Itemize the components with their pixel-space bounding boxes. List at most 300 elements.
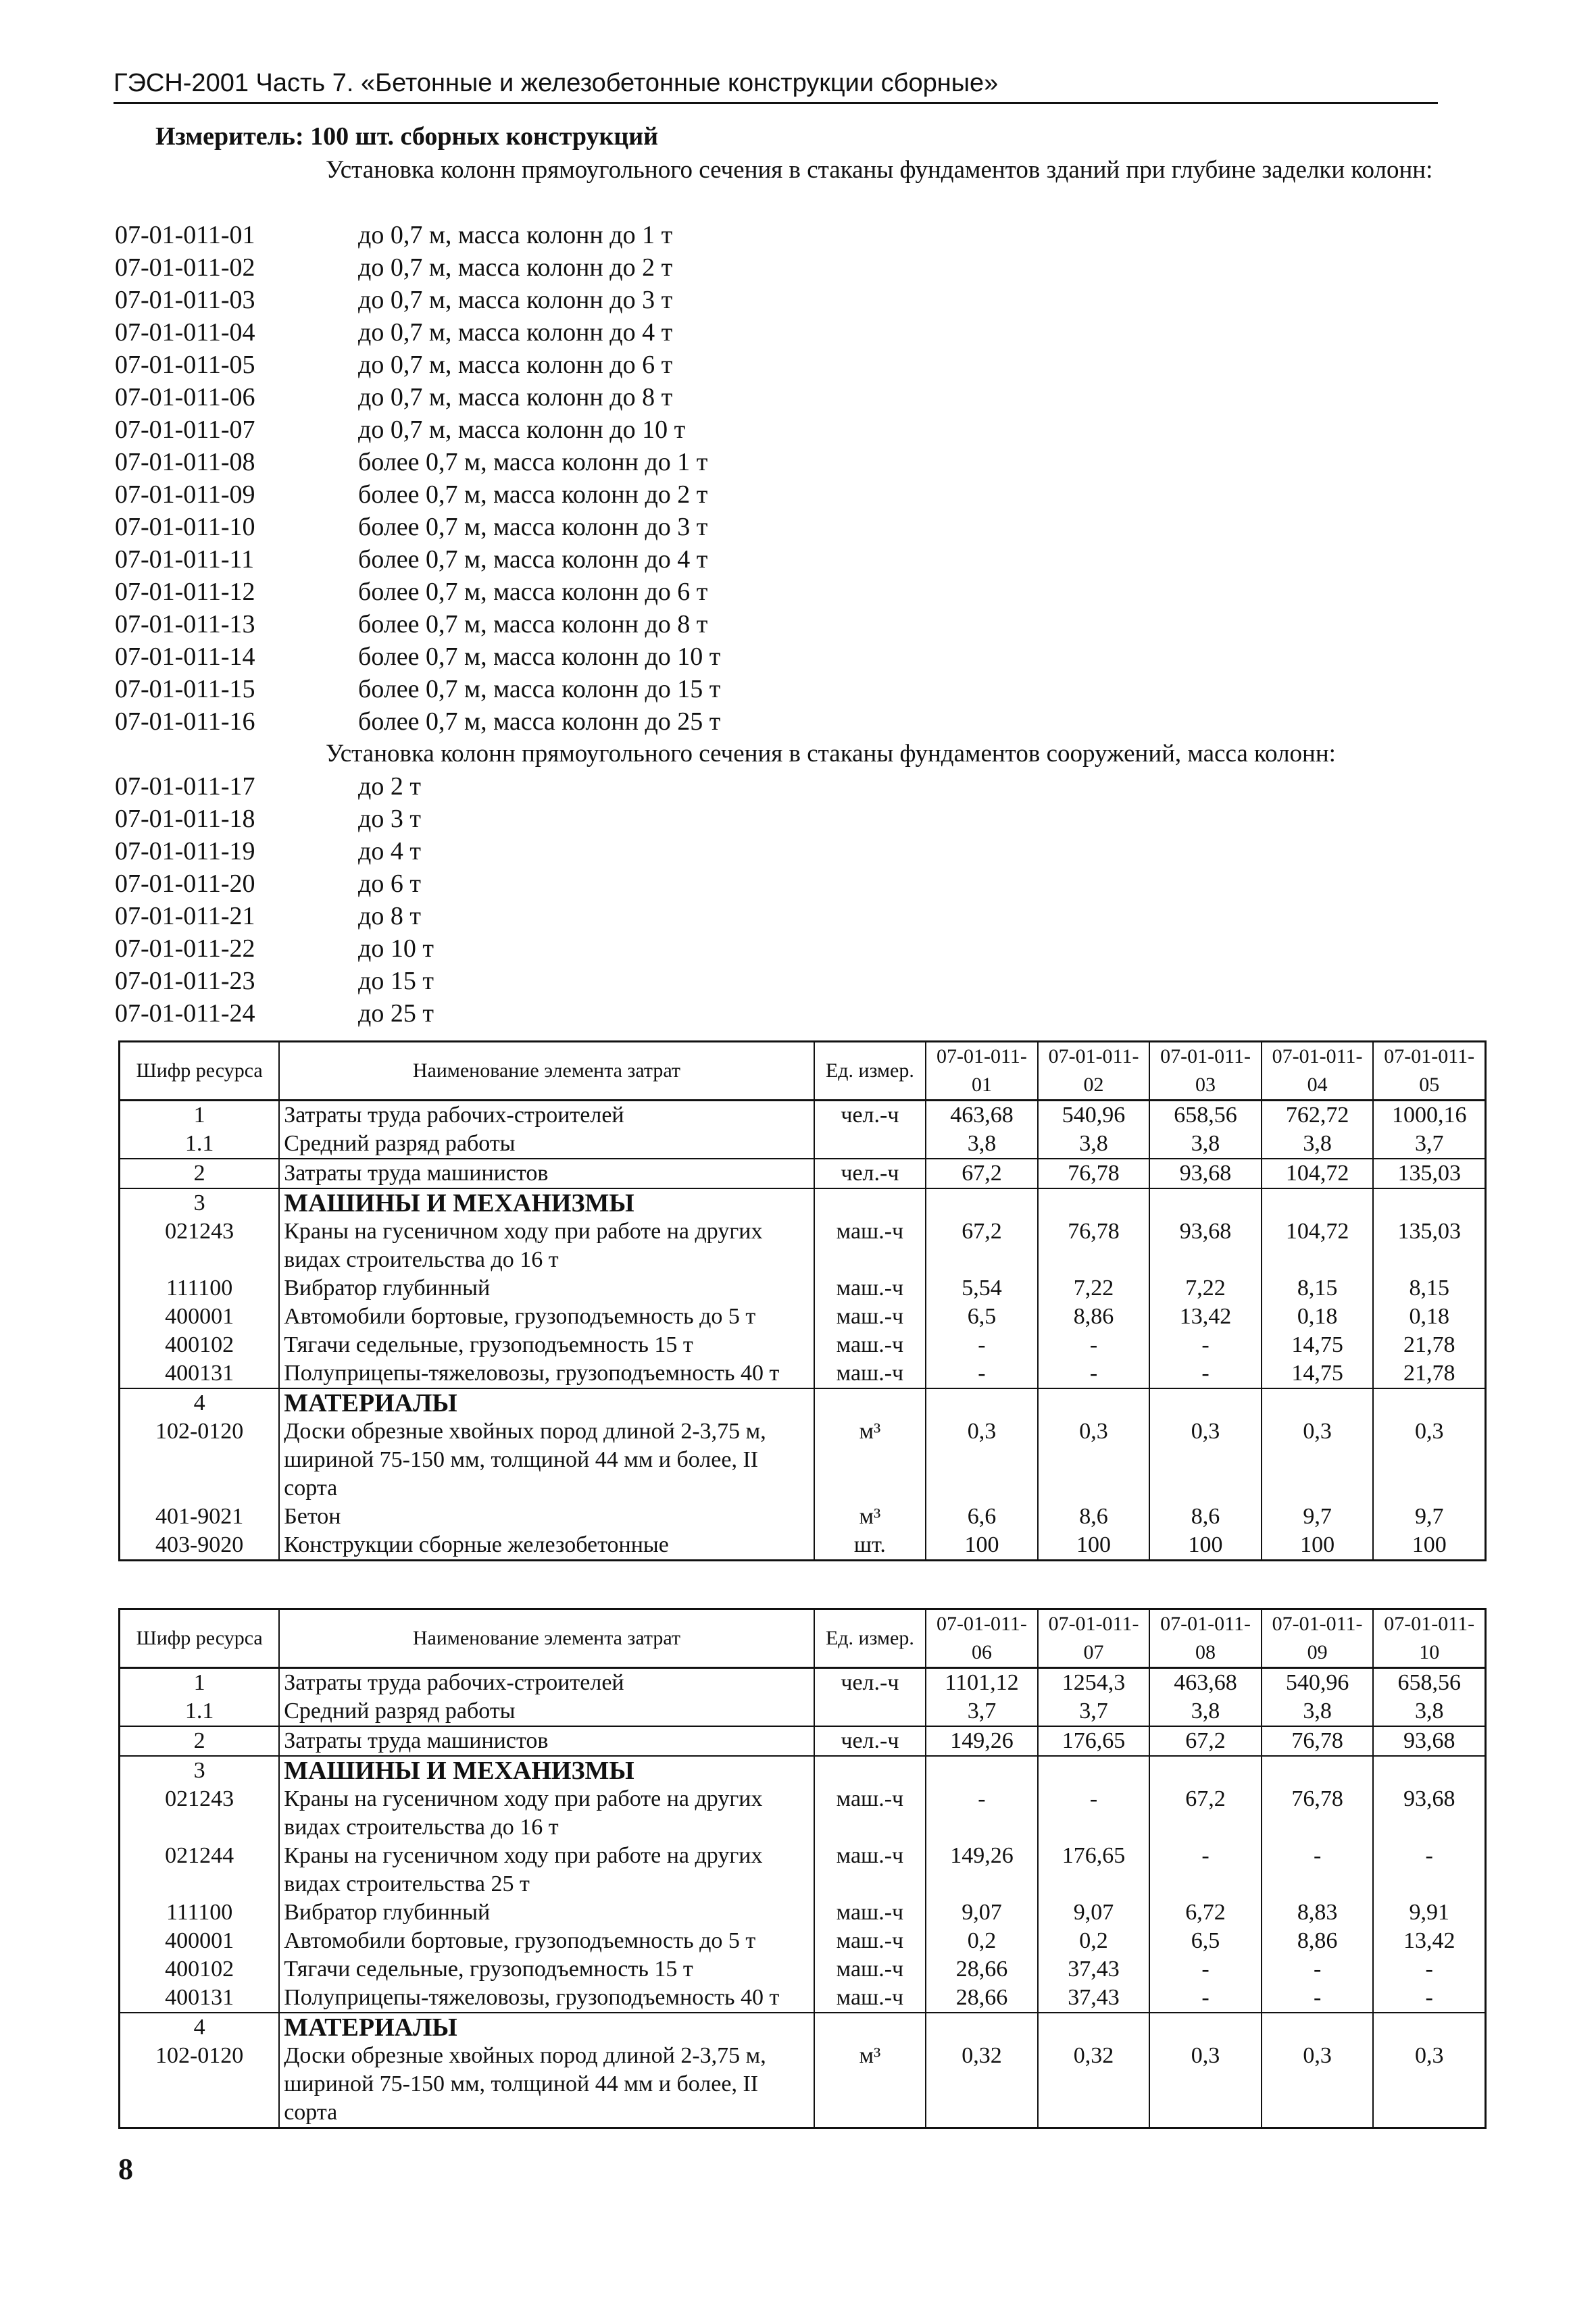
cell-value: - [1149, 1955, 1262, 1984]
item-code: 07-01-011-09 [115, 480, 255, 509]
cell-value [926, 1756, 1038, 1785]
cell-name: Тягачи седельные, грузоподъемность 15 т [279, 1955, 814, 1984]
list-item [115, 835, 434, 867]
group2-list [115, 770, 434, 1030]
cell-code: 400131 [120, 1359, 280, 1388]
cell-name: Затраты труда машинистов [279, 1726, 814, 1756]
item-code: 07-01-011-02 [115, 253, 255, 282]
list-item [115, 413, 720, 446]
cell-value: 37,43 [1038, 1984, 1150, 2013]
item-desc: до 6 т [358, 870, 421, 898]
header-column-code: 07-01-011-01 [926, 1042, 1038, 1101]
cell-value: 76,78 [1262, 1726, 1374, 1756]
table-row [120, 1898, 1486, 1927]
item-code: 07-01-011-03 [115, 286, 255, 314]
cell-unit: маш.-ч [814, 1274, 926, 1303]
cell-value: - [1373, 1955, 1485, 1984]
cell-value: 76,78 [1038, 1159, 1150, 1188]
cell-value: 9,7 [1262, 1503, 1374, 1531]
table-row [120, 1531, 1486, 1561]
cell-value [926, 2013, 1038, 2042]
cell-value: 93,68 [1373, 1785, 1485, 1842]
cell-value: 149,26 [926, 1842, 1038, 1898]
cell-value: 176,65 [1038, 1842, 1150, 1898]
cell-value [926, 1188, 1038, 1217]
cell-value: 93,68 [1149, 1159, 1262, 1188]
table-row [120, 1303, 1486, 1331]
cell-value: 149,26 [926, 1726, 1038, 1756]
cell-name: Автомобили бортовые, грузоподъемность до 5 т [279, 1927, 814, 1955]
cell-unit: маш.-ч [814, 1303, 926, 1331]
cell-value: 8,15 [1262, 1274, 1374, 1303]
cell-name: Вибратор глубинный [279, 1274, 814, 1303]
cell-value [1262, 2013, 1374, 2042]
table-row [120, 1101, 1486, 1130]
list-item [115, 640, 720, 673]
cell-unit: маш.-ч [814, 1927, 926, 1955]
cell-value: 9,91 [1373, 1898, 1485, 1927]
cell-value: - [1149, 1331, 1262, 1359]
table-row [120, 1217, 1486, 1274]
cell-value: 8,6 [1149, 1503, 1262, 1531]
cell-value: 0,3 [1149, 2042, 1262, 2128]
cell-value: 3,8 [1149, 1130, 1262, 1159]
cell-value: 3,7 [1373, 1130, 1485, 1159]
item-code: 07-01-011-12 [115, 578, 255, 606]
item-desc: более 0,7 м, масса колонн до 3 т [358, 513, 708, 541]
cell-value: 3,7 [926, 1697, 1038, 1726]
cell-value: 0,3 [926, 1417, 1038, 1503]
cell-value: 0,3 [1373, 1417, 1485, 1503]
item-desc: до 0,7 м, масса колонн до 6 т [358, 351, 673, 379]
header-unit: Ед. измер. [814, 1042, 926, 1101]
cell-value [1038, 1756, 1150, 1785]
cell-value [1373, 2013, 1485, 2042]
cell-value: 104,72 [1262, 1217, 1374, 1274]
cell-value: - [926, 1331, 1038, 1359]
cell-value: 100 [1038, 1531, 1150, 1561]
header-unit: Ед. измер. [814, 1609, 926, 1668]
cell-name: Затраты труда рабочих-строителей [279, 1668, 814, 1698]
table-row [120, 2042, 1486, 2128]
item-code: 07-01-011-23 [115, 967, 255, 995]
cell-value [1373, 1756, 1485, 1785]
cell-code: 400131 [120, 1984, 280, 2013]
list-item [115, 251, 720, 284]
cell-code: 021243 [120, 1217, 280, 1274]
cell-value: 0,32 [926, 2042, 1038, 2128]
cell-value: 540,96 [1038, 1101, 1150, 1130]
item-desc: до 0,7 м, масса колонн до 10 т [358, 416, 686, 444]
cell-value [1149, 1756, 1262, 1785]
item-desc: более 0,7 м, масса колонн до 1 т [358, 448, 708, 476]
item-code: 07-01-011-07 [115, 416, 255, 444]
cell-code: 1.1 [120, 1697, 280, 1726]
item-desc: до 4 т [358, 837, 421, 865]
header-column-code: 07-01-011-09 [1262, 1609, 1374, 1668]
header-column-code: 07-01-011-07 [1038, 1609, 1150, 1668]
item-code: 07-01-011-05 [115, 351, 255, 379]
cell-value: - [1149, 1842, 1262, 1898]
cell-value: 7,22 [1038, 1274, 1150, 1303]
cell-code: 111100 [120, 1898, 280, 1927]
cell-code: 400001 [120, 1303, 280, 1331]
item-desc: до 10 т [358, 934, 434, 963]
cell-value: 6,5 [926, 1303, 1038, 1331]
cell-name: Краны на гусеничном ходу при работе на других видах строительства 25 т [279, 1842, 814, 1898]
cell-name: Доски обрезные хвойных пород длиной 2-3,75 м, шириной 75-150 мм, толщиной 44 мм и более, II сорта [279, 2042, 814, 2128]
cell-value: 9,7 [1373, 1503, 1485, 1531]
cell-value: 6,6 [926, 1503, 1038, 1531]
table-row [120, 1274, 1486, 1303]
cell-unit: маш.-ч [814, 1898, 926, 1927]
item-desc: до 3 т [358, 805, 421, 833]
list-item [115, 997, 434, 1030]
cell-value: - [1149, 1359, 1262, 1388]
cell-value: 67,2 [1149, 1726, 1262, 1756]
cell-value: 67,2 [926, 1217, 1038, 1274]
item-desc: до 8 т [358, 902, 421, 930]
list-item [115, 316, 720, 349]
header-name: Наименование элемента затрат [279, 1609, 814, 1668]
table-row [120, 1130, 1486, 1159]
cell-code: 4 [120, 2013, 280, 2042]
cell-code: 1.1 [120, 1130, 280, 1159]
cell-name: Конструкции сборные железобетонные [279, 1531, 814, 1561]
cell-value: 9,07 [926, 1898, 1038, 1927]
list-item [115, 867, 434, 900]
item-desc: до 15 т [358, 967, 434, 995]
item-desc: более 0,7 м, масса колонн до 4 т [358, 545, 708, 574]
cell-unit: чел.-ч [814, 1668, 926, 1698]
cell-code: 401-9021 [120, 1503, 280, 1531]
cell-value: 9,07 [1038, 1898, 1150, 1927]
cell-unit [814, 1756, 926, 1785]
cell-code: 400102 [120, 1331, 280, 1359]
header-column-code: 07-01-011-02 [1038, 1042, 1150, 1101]
cell-value [1373, 1388, 1485, 1417]
cell-value: 100 [1373, 1531, 1485, 1561]
item-desc: до 0,7 м, масса колонн до 8 т [358, 383, 673, 411]
cell-code: 1 [120, 1668, 280, 1698]
cell-unit: маш.-ч [814, 1955, 926, 1984]
header-column-code: 07-01-011-08 [1149, 1609, 1262, 1668]
cell-value: 0,3 [1038, 1417, 1150, 1503]
list-item [115, 284, 720, 316]
item-desc: до 0,7 м, масса колонн до 3 т [358, 286, 673, 314]
header-column-code: 07-01-011-10 [1373, 1609, 1485, 1668]
cell-unit: шт. [814, 1531, 926, 1561]
table-row [120, 1785, 1486, 1842]
cell-value: 1254,3 [1038, 1668, 1150, 1698]
header-name: Наименование элемента затрат [279, 1042, 814, 1101]
cell-value [1262, 1188, 1374, 1217]
list-item [115, 478, 720, 511]
cell-name: Доски обрезные хвойных пород длиной 2-3,75 м, шириной 75-150 мм, толщиной 44 мм и более, II сорта [279, 1417, 814, 1503]
cell-value: 28,66 [926, 1984, 1038, 2013]
list-item [115, 349, 720, 381]
table-row [120, 1359, 1486, 1388]
cell-value: 76,78 [1038, 1217, 1150, 1274]
header-code: Шифр ресурса [120, 1042, 280, 1101]
cell-value: 0,3 [1149, 1417, 1262, 1503]
cell-value: 3,8 [1262, 1130, 1374, 1159]
item-desc: более 0,7 м, масса колонн до 6 т [358, 578, 708, 606]
cell-name: Вибратор глубинный [279, 1898, 814, 1927]
cell-value: 13,42 [1149, 1303, 1262, 1331]
cell-unit: маш.-ч [814, 1785, 926, 1842]
list-item [115, 608, 720, 640]
cell-unit: маш.-ч [814, 1984, 926, 2013]
cell-value: 1000,16 [1373, 1101, 1485, 1130]
cell-name: МАШИНЫ И МЕХАНИЗМЫ [279, 1188, 814, 1217]
item-code: 07-01-011-08 [115, 448, 255, 476]
cell-code: 021244 [120, 1842, 280, 1898]
page-header: ГЭСН-2001 Часть 7. «Бетонные и железобетонные конструкции сборные» [114, 69, 1438, 104]
cell-value: 3,8 [1373, 1697, 1485, 1726]
cell-name: Средний разряд работы [279, 1697, 814, 1726]
cell-value: 3,8 [926, 1130, 1038, 1159]
cell-value: 8,83 [1262, 1898, 1374, 1927]
item-code: 07-01-011-13 [115, 610, 255, 638]
cell-value: - [1149, 1984, 1262, 2013]
item-desc: более 0,7 м, масса колонн до 10 т [358, 643, 721, 671]
cell-value: 3,8 [1038, 1130, 1150, 1159]
page-number: 8 [118, 2153, 133, 2186]
table-row [120, 1331, 1486, 1359]
cell-name: МАШИНЫ И МЕХАНИЗМЫ [279, 1756, 814, 1785]
header-column-code: 07-01-011-05 [1373, 1042, 1485, 1101]
item-code: 07-01-011-06 [115, 383, 255, 411]
cell-unit: маш.-ч [814, 1217, 926, 1274]
resource-table-2 [118, 1608, 1487, 2129]
cell-value: - [926, 1359, 1038, 1388]
cell-value: 8,6 [1038, 1503, 1150, 1531]
cell-value: 658,56 [1149, 1101, 1262, 1130]
cell-name: Краны на гусеничном ходу при работе на других видах строительства до 16 т [279, 1217, 814, 1274]
item-code: 07-01-011-10 [115, 513, 255, 541]
header-code: Шифр ресурса [120, 1609, 280, 1668]
list-item [115, 803, 434, 835]
cell-unit: чел.-ч [814, 1101, 926, 1130]
cell-name: Тягачи седельные, грузоподъемность 15 т [279, 1331, 814, 1359]
cell-unit: маш.-ч [814, 1359, 926, 1388]
item-desc: до 0,7 м, масса колонн до 4 т [358, 318, 673, 347]
cell-unit: маш.-ч [814, 1331, 926, 1359]
cell-value: 21,78 [1373, 1359, 1485, 1388]
list-item [115, 219, 720, 251]
cell-value: 658,56 [1373, 1668, 1485, 1698]
cell-value [1038, 1188, 1150, 1217]
cell-code: 111100 [120, 1274, 280, 1303]
item-code: 07-01-011-14 [115, 643, 255, 671]
cell-unit: м³ [814, 1417, 926, 1503]
cell-value: 7,22 [1149, 1274, 1262, 1303]
cell-name: Автомобили бортовые, грузоподъемность до 5 т [279, 1303, 814, 1331]
header-column-code: 07-01-011-03 [1149, 1042, 1262, 1101]
table-row [120, 1668, 1486, 1698]
cell-value [1038, 2013, 1150, 2042]
cell-value: 67,2 [926, 1159, 1038, 1188]
item-code: 07-01-011-16 [115, 707, 255, 736]
table-row [120, 1842, 1486, 1898]
table-row [120, 1756, 1486, 1785]
item-code: 07-01-011-20 [115, 870, 255, 898]
cell-value: 67,2 [1149, 1785, 1262, 1842]
cell-value [1262, 1756, 1374, 1785]
cell-value: - [1038, 1359, 1150, 1388]
cell-code: 2 [120, 1726, 280, 1756]
list-item [115, 446, 720, 478]
cell-value: 762,72 [1262, 1101, 1374, 1130]
group1-title: Установка колонн прямоугольного сечения в стаканы фундаментов зданий при глубине заделки колонн: [326, 156, 1433, 184]
cell-value: 0,18 [1373, 1303, 1485, 1331]
item-desc: до 2 т [358, 772, 421, 801]
cell-value: 76,78 [1262, 1785, 1374, 1842]
cell-value: - [1262, 1955, 1374, 1984]
cell-value: 28,66 [926, 1955, 1038, 1984]
item-desc: до 0,7 м, масса колонн до 1 т [358, 221, 673, 249]
table-row [120, 1188, 1486, 1217]
cell-value: - [1262, 1842, 1374, 1898]
cell-value: 104,72 [1262, 1159, 1374, 1188]
cell-value: - [1373, 1842, 1485, 1898]
item-desc: более 0,7 м, масса колонн до 8 т [358, 610, 708, 638]
item-code: 07-01-011-01 [115, 221, 255, 249]
cell-name: Затраты труда рабочих-строителей [279, 1101, 814, 1130]
list-item [115, 705, 720, 738]
cell-value [1038, 1388, 1150, 1417]
cell-value: 3,8 [1262, 1697, 1374, 1726]
cell-name: Полуприцепы-тяжеловозы, грузоподъемность 40 т [279, 1359, 814, 1388]
cell-unit [814, 2013, 926, 2042]
cell-value: 13,42 [1373, 1927, 1485, 1955]
cell-name: Средний разряд работы [279, 1130, 814, 1159]
cell-code: 400001 [120, 1927, 280, 1955]
cell-value [1149, 1388, 1262, 1417]
cell-value: 93,68 [1373, 1726, 1485, 1756]
cell-value: 463,68 [926, 1101, 1038, 1130]
cell-value: 0,2 [1038, 1927, 1150, 1955]
cell-value: 0,3 [1262, 2042, 1374, 2128]
cell-value: - [1373, 1984, 1485, 2013]
item-code: 07-01-011-17 [115, 772, 255, 801]
cell-value: - [926, 1785, 1038, 1842]
item-code: 07-01-011-18 [115, 805, 255, 833]
list-item [115, 932, 434, 965]
item-code: 07-01-011-11 [115, 545, 255, 574]
cell-value [1262, 1388, 1374, 1417]
item-desc: более 0,7 м, масса колонн до 25 т [358, 707, 721, 736]
table-row [120, 1927, 1486, 1955]
list-item [115, 770, 434, 803]
cell-value: 14,75 [1262, 1359, 1374, 1388]
cell-value: 8,86 [1038, 1303, 1150, 1331]
cell-unit: маш.-ч [814, 1842, 926, 1898]
table-row [120, 1955, 1486, 1984]
cell-value: 5,54 [926, 1274, 1038, 1303]
cell-code: 3 [120, 1188, 280, 1217]
cell-value: 0,3 [1373, 2042, 1485, 2128]
cell-value: 93,68 [1149, 1217, 1262, 1274]
list-item [115, 900, 434, 932]
cell-value [1149, 1188, 1262, 1217]
cell-value: - [1262, 1984, 1374, 2013]
cell-value: - [1038, 1331, 1150, 1359]
header-column-code: 07-01-011-04 [1262, 1042, 1374, 1101]
cell-value: 6,5 [1149, 1927, 1262, 1955]
table-row [120, 1726, 1486, 1756]
item-code: 07-01-011-15 [115, 675, 255, 703]
cell-value: 1101,12 [926, 1668, 1038, 1698]
cell-value: 37,43 [1038, 1955, 1150, 1984]
cell-value: 100 [1262, 1531, 1374, 1561]
cell-value: 8,86 [1262, 1927, 1374, 1955]
cell-value: 100 [926, 1531, 1038, 1561]
table-row [120, 2013, 1486, 2042]
item-desc: до 0,7 м, масса колонн до 2 т [358, 253, 673, 282]
list-item [115, 673, 720, 705]
cell-value: 14,75 [1262, 1331, 1374, 1359]
cell-value: - [1038, 1785, 1150, 1842]
cell-unit: м³ [814, 1503, 926, 1531]
cell-code: 4 [120, 1388, 280, 1417]
cell-name: МАТЕРИАЛЫ [279, 1388, 814, 1417]
item-desc: до 25 т [358, 999, 434, 1028]
cell-name: Затраты труда машинистов [279, 1159, 814, 1188]
cell-code: 403-9020 [120, 1531, 280, 1561]
cell-name: МАТЕРИАЛЫ [279, 2013, 814, 2042]
cell-unit [814, 1188, 926, 1217]
table-row [120, 1159, 1486, 1188]
item-code: 07-01-011-21 [115, 902, 255, 930]
meter-line: Измеритель: 100 шт. сборных конструкций [155, 122, 659, 151]
cell-value: 463,68 [1149, 1668, 1262, 1698]
cell-unit: чел.-ч [814, 1726, 926, 1756]
cell-unit [814, 1697, 926, 1726]
cell-name: Краны на гусеничном ходу при работе на других видах строительства до 16 т [279, 1785, 814, 1842]
cell-code: 2 [120, 1159, 280, 1188]
cell-unit [814, 1388, 926, 1417]
cell-value: 100 [1149, 1531, 1262, 1561]
item-code: 07-01-011-19 [115, 837, 255, 865]
cell-value: 0,2 [926, 1927, 1038, 1955]
table-row [120, 1388, 1486, 1417]
cell-name: Бетон [279, 1503, 814, 1531]
cell-code: 102-0120 [120, 2042, 280, 2128]
cell-value: 0,3 [1262, 1417, 1374, 1503]
cell-code: 400102 [120, 1955, 280, 1984]
item-code: 07-01-011-04 [115, 318, 255, 347]
cell-code: 3 [120, 1756, 280, 1785]
list-item [115, 381, 720, 413]
group2-title: Установка колонн прямоугольного сечения в стаканы фундаментов сооружений, масса колонн: [326, 740, 1336, 768]
cell-unit: м³ [814, 2042, 926, 2128]
header-column-code: 07-01-011-06 [926, 1609, 1038, 1668]
cell-value: 540,96 [1262, 1668, 1374, 1698]
cell-value: 135,03 [1373, 1217, 1485, 1274]
table-row [120, 1984, 1486, 2013]
cell-code: 102-0120 [120, 1417, 280, 1503]
cell-code: 1 [120, 1101, 280, 1130]
cell-value [1149, 2013, 1262, 2042]
cell-unit [814, 1130, 926, 1159]
cell-value: 176,65 [1038, 1726, 1150, 1756]
cell-value: 0,32 [1038, 2042, 1150, 2128]
cell-value [926, 1388, 1038, 1417]
cell-value: 6,72 [1149, 1898, 1262, 1927]
cell-value: 21,78 [1373, 1331, 1485, 1359]
